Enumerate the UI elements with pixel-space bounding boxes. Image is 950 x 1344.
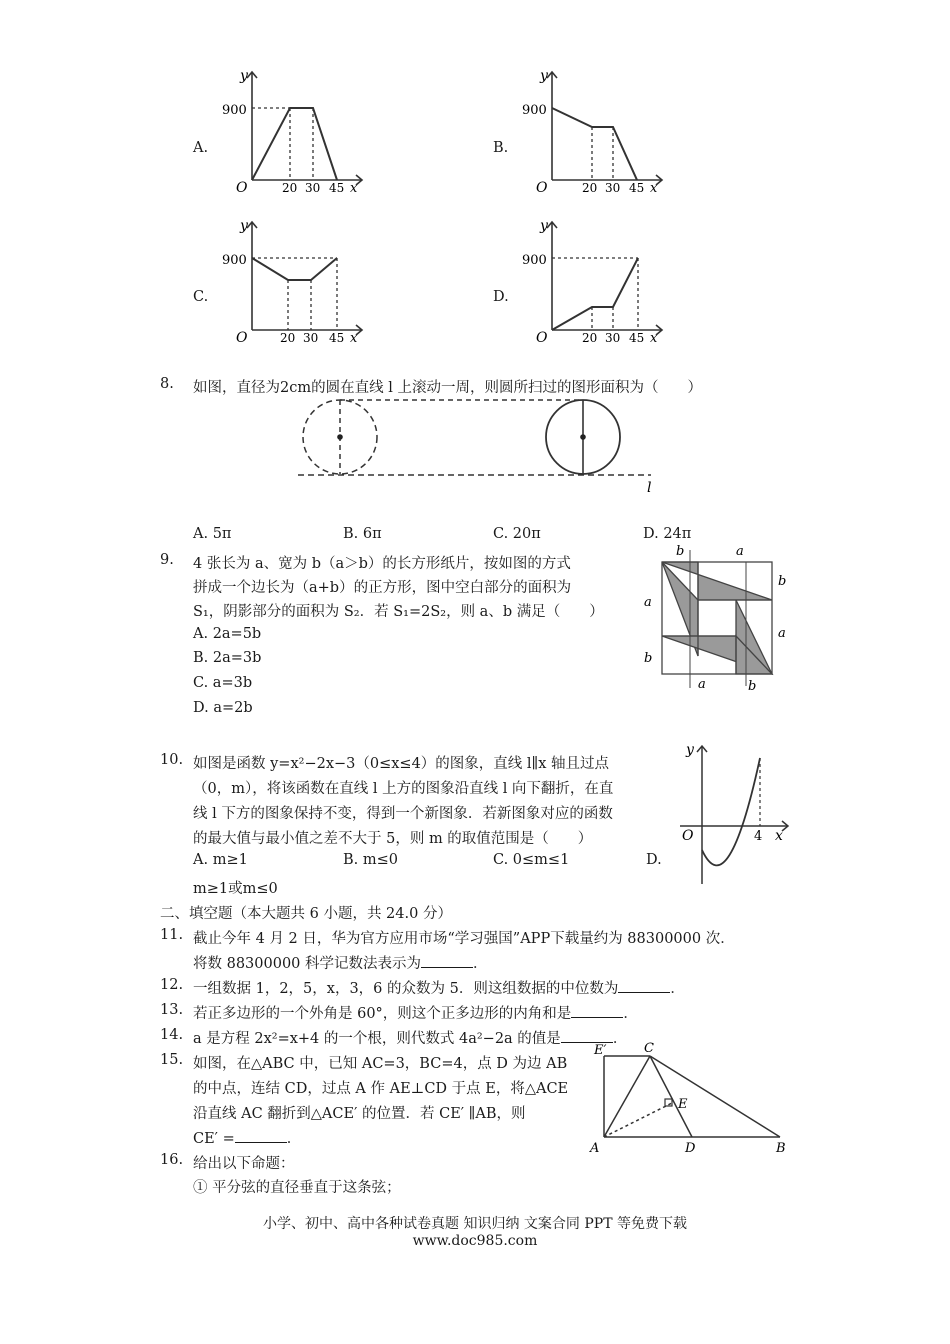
q9-line-3: S₁，阴影部分的面积为 S₂．若 S₁=2S₂，则 a、b 满足（ ） — [193, 604, 604, 620]
q14-number: 14. — [160, 1027, 184, 1043]
q15-text: CE′ = — [193, 1131, 235, 1147]
tick-30: 30 — [305, 181, 321, 195]
tick-4: 4 — [754, 829, 763, 844]
option-c-label: C. — [193, 289, 209, 305]
origin-label: O — [682, 828, 694, 844]
q11-end: ． — [473, 956, 488, 972]
footer-url[interactable]: www.doc985.com — [412, 1233, 538, 1249]
x-axis-label: x — [350, 181, 358, 196]
q8-figure — [296, 392, 666, 500]
label-a-top: a — [736, 544, 744, 559]
q8-option-b: B. 6π — [343, 526, 382, 542]
option-b-label: B. — [493, 140, 509, 156]
q13-number: 13. — [160, 1002, 184, 1018]
label-b: B — [776, 1141, 786, 1156]
x-axis-label: x — [650, 331, 658, 346]
q10-line-3: 线 l 下方的图象保持不变，得到一个新图象．若新图象对应的函数 — [193, 806, 613, 822]
tick-900: 900 — [222, 253, 247, 268]
q10-option-c: C. 0≤m≤1 — [493, 852, 570, 868]
q11-text: 将数 88300000 科学记数法表示为 — [193, 956, 422, 972]
q16-item-1: ① 平分弦的直径垂直于这条弦； — [193, 1180, 401, 1196]
answer-blank[interactable] — [235, 1128, 287, 1143]
graph-b — [522, 64, 672, 196]
q10-number: 10. — [160, 752, 184, 768]
x-axis-label: x — [775, 828, 783, 844]
y-axis-label: y — [686, 742, 694, 758]
q13-text: 若正多边形的一个外角是 60°，则这个正多边形的内角和是 — [193, 1006, 572, 1022]
q10-line-4: 的最大值与最小值之差不大于 5，则 m 的取值范围是（ ） — [193, 831, 593, 847]
q13-end: ． — [623, 1006, 638, 1022]
q15-end: ． — [286, 1131, 302, 1147]
tick-20: 20 — [280, 331, 296, 345]
origin-label: O — [536, 180, 548, 196]
q15-triangle-figure — [584, 1040, 794, 1158]
tick-45: 45 — [629, 181, 645, 195]
q8-text: 如图，直径为2cm的圆在直线 l 上滚动一周，则圆所扫过的图形面积为（ ） — [193, 380, 702, 396]
origin-label: O — [536, 330, 548, 346]
answer-blank[interactable] — [571, 1003, 623, 1018]
q10-parabola-figure — [676, 738, 794, 890]
label-d: D — [685, 1141, 696, 1156]
answer-blank[interactable] — [421, 953, 473, 968]
q9-number: 9. — [160, 552, 174, 568]
q12-end: ． — [670, 981, 685, 997]
q10-option-d-text: m≥1或m≤0 — [193, 881, 278, 897]
q15-line-2: 的中点，连结 CD，过点 A 作 AE⊥CD 于点 E，将△ACE — [193, 1081, 569, 1097]
q15-line-4 — [193, 1127, 301, 1148]
tick-45: 45 — [629, 331, 645, 345]
q12-line — [193, 977, 685, 998]
q12-text: 一组数据 1，2，5，x，3，6 的众数为 5．则这组数据的中位数为 — [193, 981, 619, 997]
tick-20: 20 — [582, 181, 598, 195]
q9-line-2: 拼成一个边长为（a+b）的正方形，图中空白部分的面积为 — [193, 580, 572, 596]
origin-label: O — [236, 330, 248, 346]
q9-option-c: C. a=3b — [193, 675, 253, 691]
label-b-bottom: b — [748, 679, 757, 694]
q15-line-3: 沿直线 AC 翻折到△ACE′ 的位置．若 CE′ ∥AB，则 — [193, 1106, 526, 1122]
q9-square-figure — [636, 540, 796, 696]
q11-number: 11. — [160, 927, 184, 943]
q16-number: 16. — [160, 1152, 184, 1168]
origin-label: O — [236, 180, 248, 196]
y-axis-label: y — [540, 218, 548, 234]
q11-line-1: 截止今年 4 月 2 日，华为官方应用市场“学习强国”APP下载量约为 88300000 次． — [193, 931, 735, 947]
footer-line-1: 小学、初中、高中各种试卷真题 知识归纳 文案合同 PPT 等免费下载 — [263, 1216, 687, 1232]
q9-option-b: B. 2a=3b — [193, 650, 262, 666]
graph-c — [222, 214, 372, 346]
q14-text: a 是方程 2x²=x+4 的一个根，则代数式 4a²−2a 的值是 — [193, 1031, 561, 1047]
q12-number: 12. — [160, 977, 184, 993]
q8-option-d: D. 24π — [643, 526, 692, 542]
x-axis-label: x — [350, 331, 358, 346]
line-l-label: l — [647, 480, 652, 496]
y-axis-label: y — [540, 68, 548, 84]
label-b-left: b — [644, 651, 653, 666]
label-a-left: a — [644, 595, 652, 610]
tick-45: 45 — [329, 181, 345, 195]
q10-option-b: B. m≤0 — [343, 852, 398, 868]
tick-30: 30 — [605, 331, 621, 345]
q10-line-1: 如图是函数 y=x²−2x−3（0≤x≤4）的图象，直线 l∥x 轴且过点 — [193, 756, 610, 772]
option-d-label: D. — [493, 289, 509, 305]
label-b-right: b — [778, 574, 787, 589]
q9-option-a: A. 2a=5b — [193, 626, 262, 642]
q8-option-c: C. 20π — [493, 526, 541, 542]
y-axis-label: y — [240, 68, 248, 84]
q9-line-1: 4 张长为 a、宽为 b（a＞b）的长方形纸片，按如图的方式 — [193, 556, 571, 572]
tick-900: 900 — [522, 253, 547, 268]
q8-number: 8. — [160, 376, 174, 392]
answer-blank[interactable] — [618, 978, 670, 993]
tick-45: 45 — [329, 331, 345, 345]
q14-end: ． — [612, 1031, 628, 1047]
tick-900: 900 — [522, 103, 547, 118]
q15-line-1: 如图，在△ABC 中，已知 AC=3，BC=4，点 D 为边 AB — [193, 1056, 568, 1072]
label-e-prime: E′ — [594, 1043, 607, 1058]
graph-a — [222, 64, 372, 196]
q16-text: 给出以下命题： — [193, 1156, 295, 1172]
label-e: E — [678, 1097, 688, 1112]
tick-900: 900 — [222, 103, 247, 118]
y-axis-label: y — [240, 218, 248, 234]
tick-20: 20 — [282, 181, 298, 195]
q9-option-d: D. a=2b — [193, 700, 253, 716]
tick-20: 20 — [582, 331, 598, 345]
graph-d — [522, 214, 672, 346]
q11-line-2 — [193, 952, 488, 973]
label-c: C — [644, 1041, 654, 1056]
q8-option-a: A. 5π — [193, 526, 232, 542]
label-a-bottom: a — [698, 677, 706, 692]
tick-30: 30 — [303, 331, 319, 345]
section-title: 二、填空题（本大题共 6 小题，共 24.0 分） — [160, 906, 452, 922]
label-b-top: b — [676, 544, 685, 559]
tick-30: 30 — [605, 181, 621, 195]
label-a: A — [590, 1141, 600, 1156]
q15-number: 15. — [160, 1052, 184, 1068]
q14-line — [193, 1027, 627, 1048]
label-a-right: a — [778, 626, 786, 641]
q10-option-a: A. m≥1 — [193, 852, 248, 868]
q10-line-2: （0，m），将该函数在直线 l 上方的图象沿直线 l 向下翻折，在直 — [193, 781, 614, 797]
x-axis-label: x — [650, 181, 658, 196]
option-a-label: A. — [193, 140, 209, 156]
q10-option-d: D. — [646, 852, 662, 868]
q13-line — [193, 1002, 638, 1023]
